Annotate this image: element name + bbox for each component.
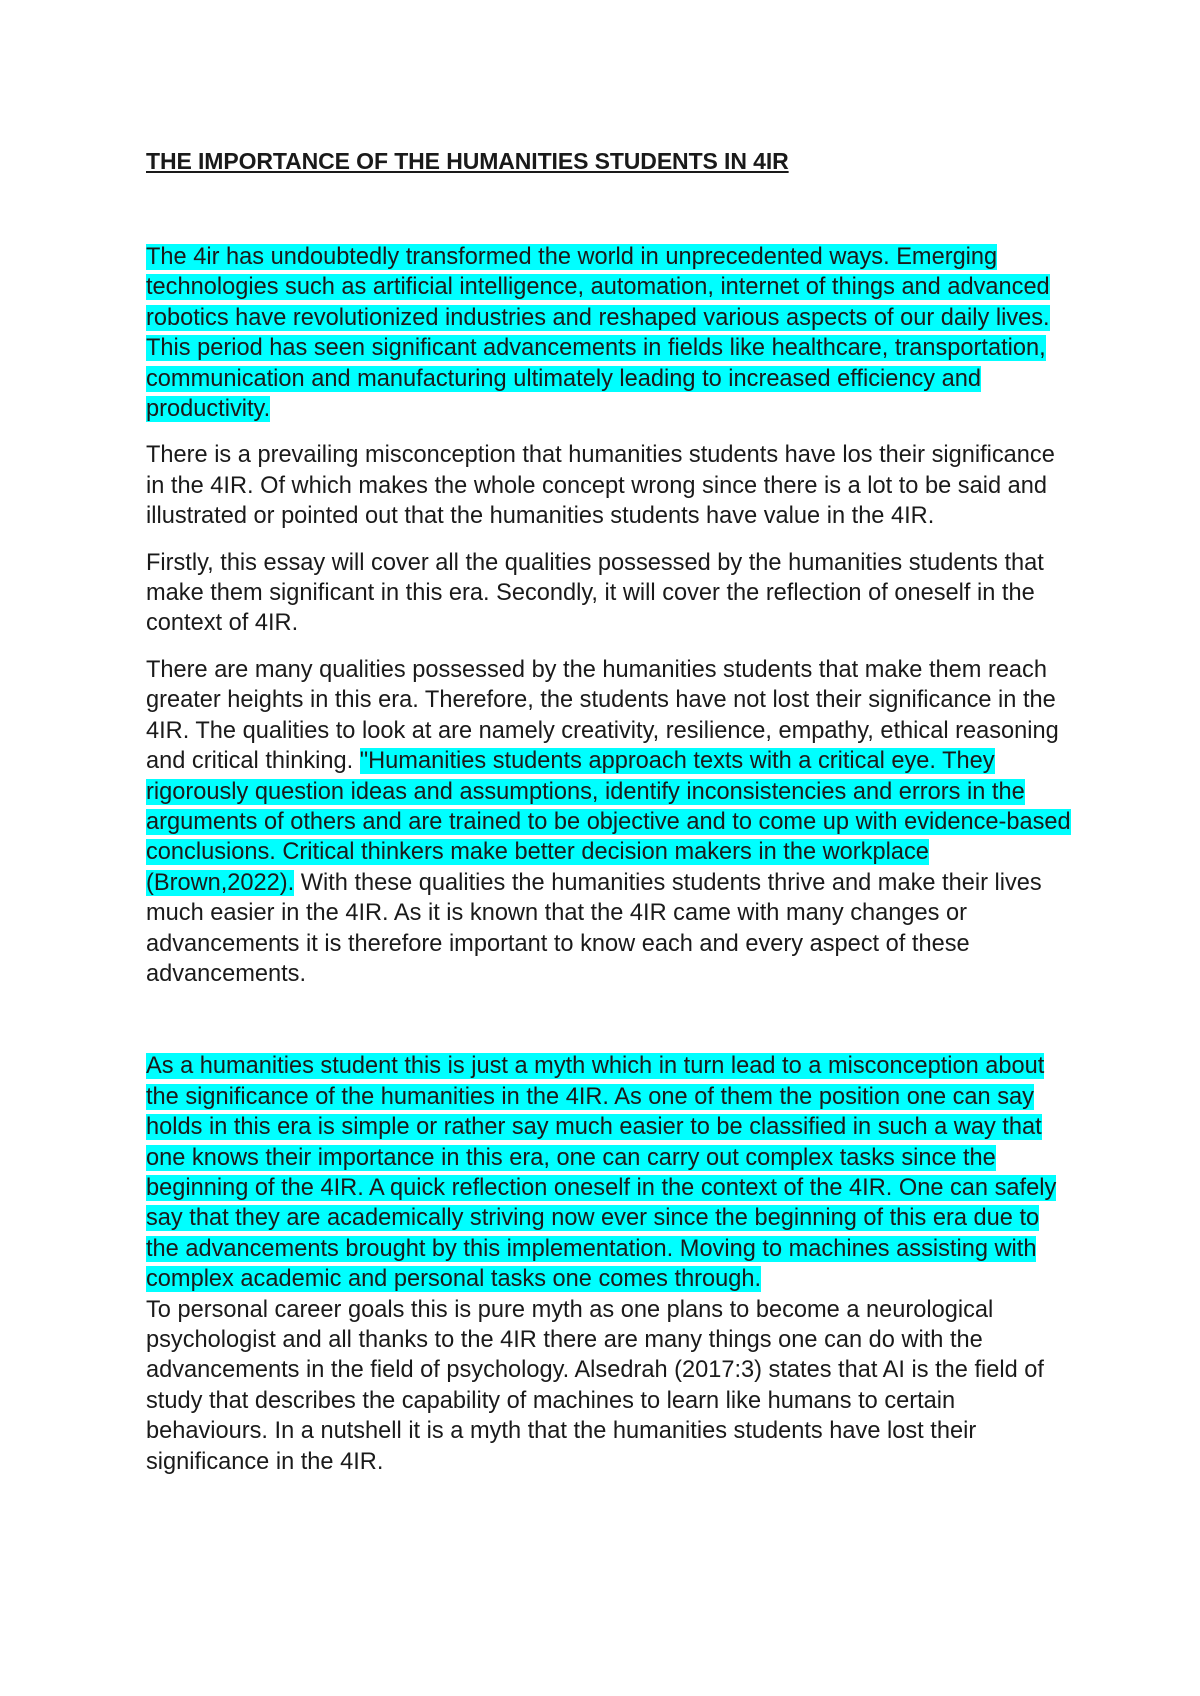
highlighted-quote: "Humanities students approach texts with a critical eye. They rigorously question ideas and assumptions, identify inconsistencies and errors in the arguments of others and are trained to be objective and to come up with evidence-based conclusions. Critical thinkers make better decision makers in the workplace (Brown,2022).: [146, 748, 1071, 896]
paragraph-text: There are many qualities possessed by the humanities students that make them reach greater heights in this era. Therefore, the students have not lost their significance in the 4IR. The qualities to look at are namely creativity, resilience, empathy, ethical reasoning and critical thinking.: [146, 656, 1059, 775]
paragraph-qualities: [146, 655, 1076, 989]
paragraph-spacer: [146, 1005, 1076, 1051]
paragraph-essay-outline: Firstly, this essay will cover all the qualities possessed by the humanities students that make them significant in this era. Secondly, it will cover the reflection of oneself in the context of 4IR.: [146, 549, 1044, 637]
paragraph-text: With these qualities the humanities students thrive and make their lives much easier in the 4IR. As it is known that the 4IR came with many changes or advancements it is therefore important to know each and every aspect of these advancements.: [146, 869, 1042, 987]
document-body: [146, 146, 1076, 1493]
paragraph-career-goals: To personal career goals this is pure myth as one plans to become a neurological psychologist and all thanks to the 4IR there are many things one can do with the advancements in the field of psychology. Alsedrah (2017:3) states that AI is the field of study that describes the capability of machines to learn like humans to certain behaviours. In a nutshell it is a myth that the humanities students have lost their significance in the 4IR.: [146, 1296, 1044, 1475]
paragraph-misconception: There is a prevailing misconception that humanities students have los their significance in the 4IR. Of which makes the whole concept wrong since there is a lot to be said and illustrated or pointed out that the humanities students have value in the 4IR.: [146, 442, 1055, 530]
paragraph-intro: [146, 242, 1076, 424]
highlighted-text: The 4ir has undoubtedly transformed the world in unprecedented ways. Emerging technologies such as artificial intelligence, automation, internet of things and advanced robotics have revolutionized industries and reshaped various aspects of our daily lives. This period has seen significant advancements in fields like healthcare, transportation, communication and manufacturing ultimately leading to increased efficiency and productivity.: [146, 244, 1050, 423]
paragraph-reflection: [146, 1051, 1076, 1294]
highlighted-text: As a humanities student this is just a myth which in turn lead to a misconception about the significance of the humanities in the 4IR. As one of them the position one can say holds in this era is simple or rather say much easier to be classified in such a way that one knows their importance in this era, one can carry out complex tasks since the beginning of the 4IR. A quick reflection oneself in the context of the 4IR. One can safely say that they are academically striving now ever since the beginning of this era due to the advancements brought by this implementation. Moving to machines assisting with complex academic and personal tasks one comes through.: [146, 1053, 1057, 1293]
document-title: THE IMPORTANCE OF THE HUMANITIES STUDENTS IN 4IR: [146, 148, 789, 174]
